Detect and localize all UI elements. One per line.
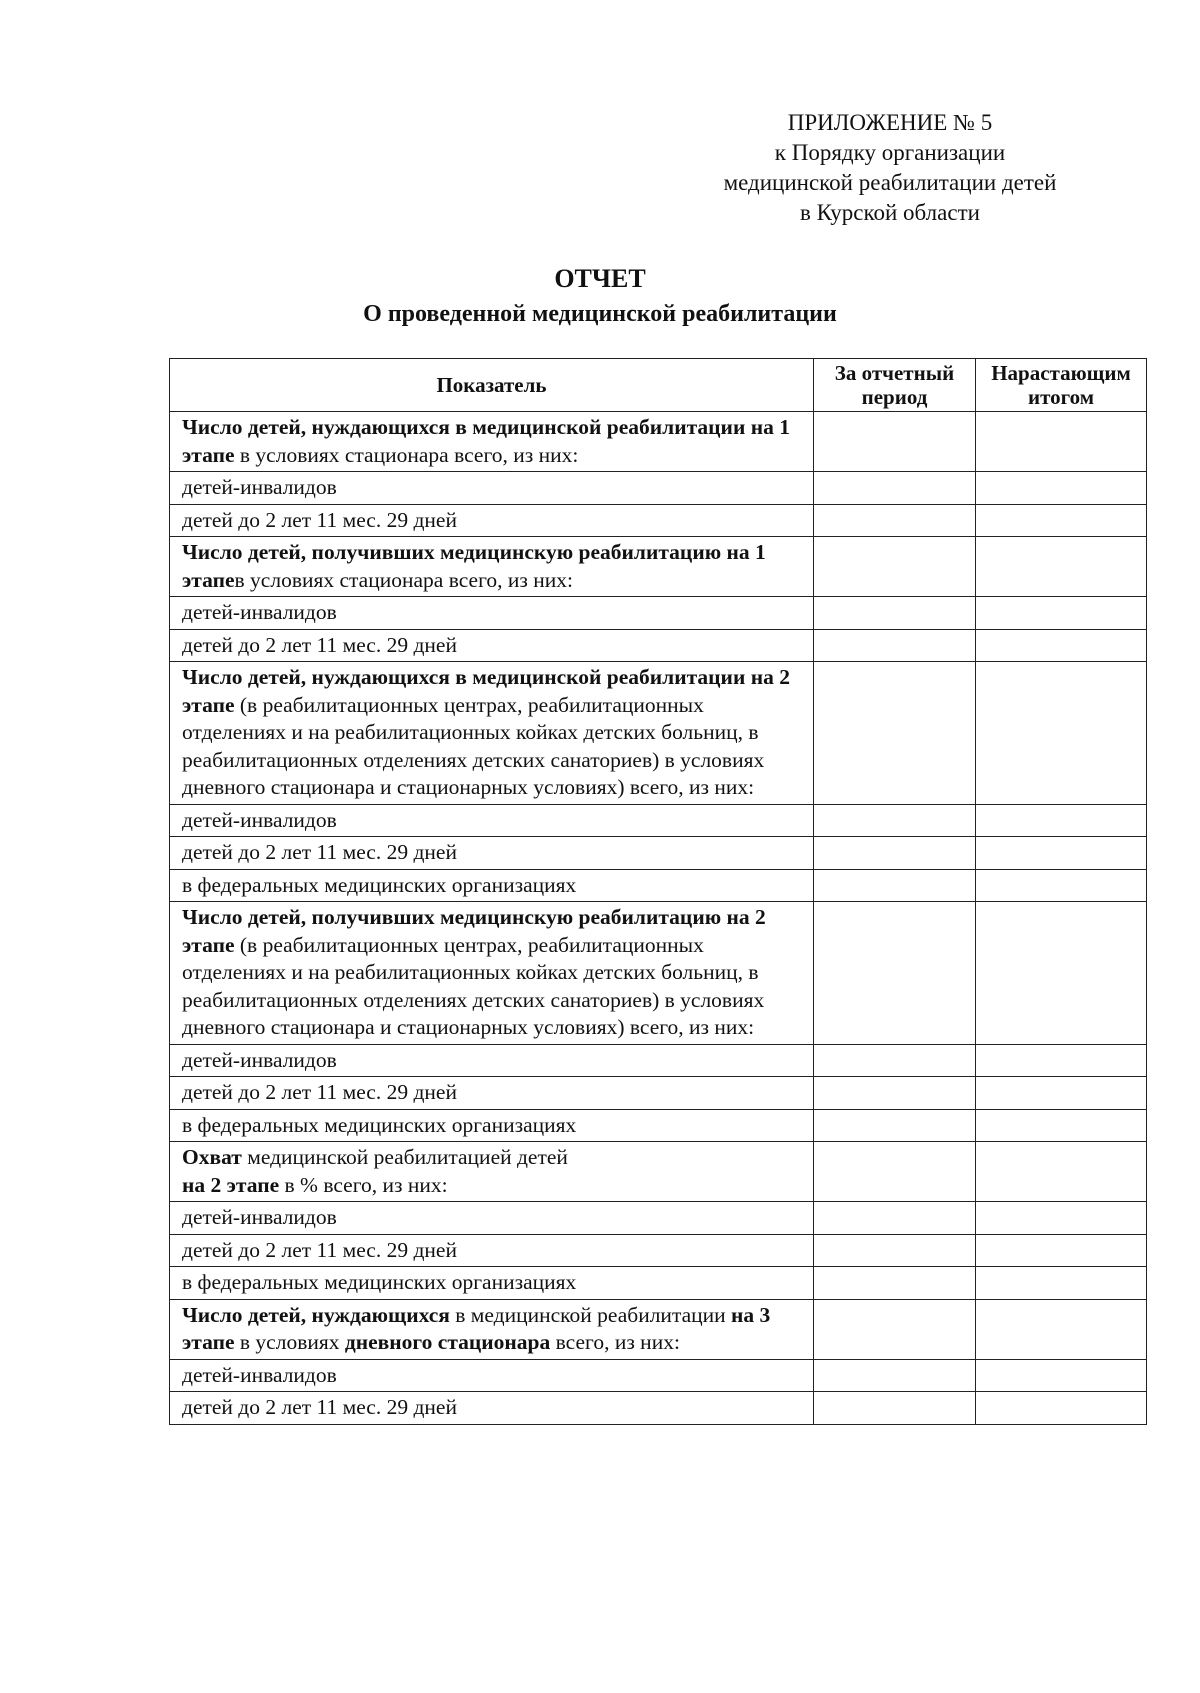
cumulative-value-cell[interactable] bbox=[976, 1109, 1147, 1142]
table-row bbox=[170, 1299, 1147, 1359]
cumulative-value-cell[interactable] bbox=[976, 1044, 1147, 1077]
table-row bbox=[170, 1109, 1147, 1142]
cumulative-value-cell[interactable] bbox=[976, 1077, 1147, 1110]
indicator-cell bbox=[170, 412, 814, 472]
period-value-cell[interactable] bbox=[814, 869, 976, 902]
indicator-text: детей до 2 лет 11 мес. 29 дней bbox=[182, 1395, 457, 1419]
indicator-cell bbox=[170, 537, 814, 597]
cumulative-value-cell[interactable] bbox=[976, 837, 1147, 870]
cumulative-value-cell[interactable] bbox=[976, 504, 1147, 537]
period-value-cell[interactable] bbox=[814, 1392, 976, 1425]
indicator-text: детей до 2 лет 11 мес. 29 дней bbox=[182, 1080, 457, 1104]
indicator-cell bbox=[170, 902, 814, 1045]
indicator-cell bbox=[170, 1142, 814, 1202]
period-value-cell[interactable] bbox=[814, 537, 976, 597]
table-row bbox=[170, 629, 1147, 662]
indicator-text: в % всего, из них: bbox=[279, 1172, 448, 1197]
cumulative-value-cell[interactable] bbox=[976, 597, 1147, 630]
table-row bbox=[170, 1234, 1147, 1267]
period-value-cell[interactable] bbox=[814, 1267, 976, 1300]
indicator-text: детей-инвалидов bbox=[182, 1362, 337, 1387]
indicator-cell bbox=[170, 1299, 814, 1359]
table-row bbox=[170, 597, 1147, 630]
period-value-cell[interactable] bbox=[814, 1202, 976, 1235]
header-period: За отчетный период bbox=[814, 359, 976, 412]
indicator-text: в медицинской реабилитации bbox=[449, 1302, 732, 1327]
period-value-cell[interactable] bbox=[814, 472, 976, 505]
indicator-text: детей-инвалидов bbox=[182, 475, 337, 499]
report-subtitle: О проведенной медицинской реабилитации bbox=[363, 301, 837, 327]
indicator-cell bbox=[170, 837, 814, 870]
period-value-cell[interactable] bbox=[814, 1109, 976, 1142]
table-row bbox=[170, 537, 1147, 597]
indicator-cell bbox=[170, 662, 814, 805]
period-value-cell[interactable] bbox=[814, 662, 976, 805]
cumulative-value-cell[interactable] bbox=[976, 537, 1147, 597]
indicator-text: в федеральных медицинских организациях bbox=[182, 1112, 577, 1137]
table-row bbox=[170, 1077, 1147, 1110]
indicator-bold-text: Число детей, нуждающихся bbox=[182, 1302, 450, 1327]
appendix-number: ПРИЛОЖЕНИЕ № 5 bbox=[787, 110, 993, 135]
period-value-cell[interactable] bbox=[814, 504, 976, 537]
period-value-cell[interactable] bbox=[814, 1234, 976, 1267]
indicator-text: в федеральных медицинских организациях bbox=[182, 1270, 577, 1294]
indicator-text: детей-инвалидов bbox=[182, 1047, 337, 1072]
indicator-bold-text: Охват bbox=[182, 1145, 242, 1169]
header-indicator: Показатель bbox=[170, 359, 814, 412]
indicator-cell bbox=[170, 804, 814, 837]
report-title: ОТЧЕТ bbox=[554, 264, 646, 293]
indicator-text: детей до 2 лет 11 мес. 29 дней bbox=[182, 840, 457, 864]
table-row bbox=[170, 504, 1147, 537]
indicator-cell bbox=[170, 629, 814, 662]
indicator-text: детей до 2 лет 11 мес. 29 дней bbox=[182, 632, 457, 657]
indicator-bold-text: Число детей, получивших медицинскую реабилитацию на 2 этапе bbox=[182, 905, 766, 957]
indicator-text: детей-инвалидов bbox=[182, 1205, 337, 1229]
table-row bbox=[170, 902, 1147, 1045]
table-row bbox=[170, 1044, 1147, 1077]
indicator-text: в условиях bbox=[234, 1330, 345, 1354]
indicator-cell bbox=[170, 597, 814, 630]
cumulative-value-cell[interactable] bbox=[976, 804, 1147, 837]
indicator-bold-text: дневного стационара bbox=[344, 1330, 551, 1354]
cumulative-value-cell[interactable] bbox=[976, 1359, 1147, 1392]
indicator-text: медицинской реабилитацией детей bbox=[241, 1145, 568, 1169]
report-table bbox=[169, 358, 1147, 1425]
cumulative-value-cell[interactable] bbox=[976, 1267, 1147, 1300]
period-value-cell[interactable] bbox=[814, 1142, 976, 1202]
appendix-ref-line2: медицинской реабилитации детей bbox=[723, 170, 1057, 195]
indicator-cell bbox=[170, 1077, 814, 1110]
appendix-ref-line3: в Курской области bbox=[800, 200, 980, 225]
indicator-bold-text: на 3 этапе bbox=[182, 1302, 771, 1354]
indicator-cell bbox=[170, 1392, 814, 1425]
cumulative-value-cell[interactable] bbox=[976, 902, 1147, 1045]
indicator-bold-text: Число детей, получивших медицинскую реабилитацию на 1 этапе bbox=[182, 540, 766, 592]
indicator-bold-text: Число детей, нуждающихся в медицинской реабилитации на 1 этапе bbox=[182, 415, 790, 467]
cumulative-value-cell[interactable] bbox=[976, 662, 1147, 805]
indicator-text: всего, из них: bbox=[550, 1330, 680, 1354]
period-value-cell[interactable] bbox=[814, 1359, 976, 1392]
table-header-row bbox=[170, 359, 1147, 412]
cumulative-value-cell[interactable] bbox=[976, 629, 1147, 662]
indicator-text: детей до 2 лет 11 мес. 29 дней bbox=[182, 1237, 457, 1262]
table-row bbox=[170, 472, 1147, 505]
indicator-cell bbox=[170, 1109, 814, 1142]
indicator-cell bbox=[170, 1234, 814, 1267]
period-value-cell[interactable] bbox=[814, 629, 976, 662]
appendix-ref-line1: к Порядку организации bbox=[774, 140, 1006, 165]
indicator-cell bbox=[170, 869, 814, 902]
indicator-text: детей до 2 лет 11 мес. 29 дней bbox=[182, 507, 457, 532]
cumulative-value-cell[interactable] bbox=[976, 472, 1147, 505]
indicator-cell bbox=[170, 504, 814, 537]
indicator-bold-text: на 2 этапе bbox=[182, 1172, 280, 1197]
period-value-cell[interactable] bbox=[814, 837, 976, 870]
period-value-cell[interactable] bbox=[814, 412, 976, 472]
period-value-cell[interactable] bbox=[814, 804, 976, 837]
table-row bbox=[170, 1392, 1147, 1425]
indicator-cell bbox=[170, 1359, 814, 1392]
indicator-text: в федеральных медицинских организациях bbox=[182, 872, 577, 897]
indicator-text: детей-инвалидов bbox=[182, 807, 337, 832]
period-value-cell[interactable] bbox=[814, 597, 976, 630]
indicator-cell bbox=[170, 1044, 814, 1077]
indicator-text: в условиях стационара всего, из них: bbox=[234, 567, 573, 592]
table-row bbox=[170, 837, 1147, 870]
cumulative-value-cell[interactable] bbox=[976, 1392, 1147, 1425]
table-row bbox=[170, 869, 1147, 902]
cumulative-value-cell[interactable] bbox=[976, 412, 1147, 472]
indicator-bold-text: Число детей, нуждающихся в медицинской реабилитации на 2 этапе bbox=[182, 665, 790, 717]
table-row bbox=[170, 662, 1147, 805]
indicator-cell bbox=[170, 1267, 814, 1300]
header-cumulative: Нарастающим итогом bbox=[976, 359, 1147, 412]
cumulative-value-cell[interactable] bbox=[976, 1299, 1147, 1359]
period-value-cell[interactable] bbox=[814, 1044, 976, 1077]
indicator-text: (в реабилитационных центрах, реабилитационных отделениях и на реабилитационных койках детских больниц, в реабилитационных отделениях детских санаториев) в условиях дневного стационара и стационарных условиях) всего, из них: bbox=[182, 692, 765, 799]
indicator-text: в условиях стационара всего, из них: bbox=[234, 442, 579, 467]
appendix-header bbox=[660, 108, 1120, 228]
cumulative-value-cell[interactable] bbox=[976, 1202, 1147, 1235]
table-row bbox=[170, 1359, 1147, 1392]
indicator-cell bbox=[170, 472, 814, 505]
period-value-cell[interactable] bbox=[814, 1077, 976, 1110]
period-value-cell[interactable] bbox=[814, 902, 976, 1045]
cumulative-value-cell[interactable] bbox=[976, 1234, 1147, 1267]
indicator-text: (в реабилитационных центрах, реабилитационных отделениях и на реабилитационных койках детских больниц, в реабилитационных отделениях детских санаториев) в условиях дневного стационара и стационарных условиях) всего, из них: bbox=[182, 932, 765, 1039]
table-row bbox=[170, 804, 1147, 837]
table-row bbox=[170, 1267, 1147, 1300]
period-value-cell[interactable] bbox=[814, 1299, 976, 1359]
indicator-text: детей-инвалидов bbox=[182, 600, 337, 624]
cumulative-value-cell[interactable] bbox=[976, 1142, 1147, 1202]
cumulative-value-cell[interactable] bbox=[976, 869, 1147, 902]
indicator-cell bbox=[170, 1202, 814, 1235]
table-row bbox=[170, 1142, 1147, 1202]
table-row bbox=[170, 1202, 1147, 1235]
table-row bbox=[170, 412, 1147, 472]
